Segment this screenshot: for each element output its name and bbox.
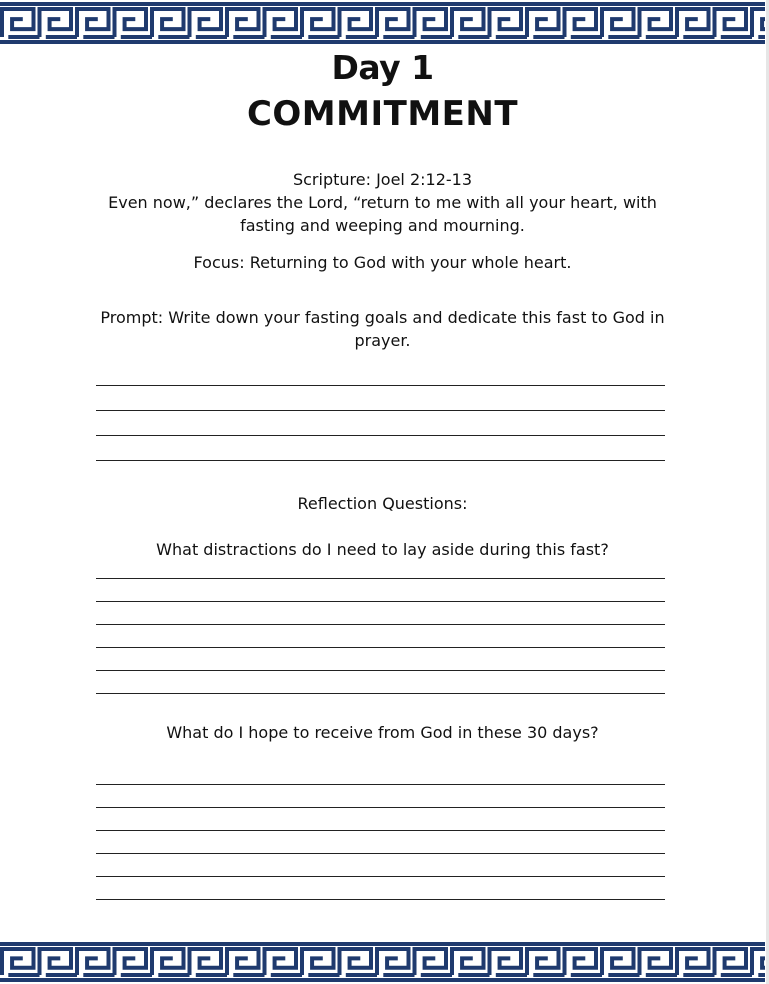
greek-key-segment (752, 9, 765, 37)
prompt-text: Prompt: Write down your fasting goals and dedicate this fast to God in prayer. (100, 308, 665, 350)
writing-line[interactable] (96, 601, 665, 602)
scripture-section (85, 168, 680, 237)
writing-line[interactable] (96, 647, 665, 648)
reflection-heading: Reflection Questions: (297, 494, 468, 513)
greek-key-segment (415, 9, 453, 37)
scripture-verse: Even now,” declares the Lord, “return to me with all your heart, with fasting and weeping and mourning. (108, 193, 657, 235)
greek-key-segment (77, 9, 115, 37)
greek-key-segment (565, 949, 603, 975)
writing-line[interactable] (96, 460, 665, 461)
greek-key-segment (40, 949, 78, 975)
greek-key-segment (677, 9, 715, 37)
greek-key-segment (152, 9, 190, 37)
greek-key-segment (152, 949, 190, 975)
greek-key-segment (115, 949, 153, 975)
greek-key-segment (490, 949, 528, 975)
greek-key-pattern-icon (0, 940, 765, 984)
greek-key-segment (527, 949, 565, 975)
greek-key-segment (77, 949, 115, 975)
writing-line[interactable] (96, 693, 665, 694)
greek-key-segment (265, 9, 303, 37)
writing-line[interactable] (96, 807, 665, 808)
writing-line[interactable] (96, 578, 665, 579)
greek-key-segment (115, 9, 153, 37)
writing-line[interactable] (96, 385, 665, 386)
greek-key-segment (715, 9, 753, 37)
day-title: Day 1 (331, 48, 434, 87)
writing-line[interactable] (96, 670, 665, 671)
greek-key-segment (190, 949, 228, 975)
greek-key-segment (640, 9, 678, 37)
greek-key-segment (302, 9, 340, 37)
greek-key-segment (602, 9, 640, 37)
greek-key-segment (415, 949, 453, 975)
bottom-greek-key-border (0, 940, 765, 984)
writing-line[interactable] (96, 624, 665, 625)
writing-line[interactable] (96, 784, 665, 785)
scripture-reference: Scripture: Joel 2:12-13 (292, 170, 473, 189)
greek-key-segment (527, 9, 565, 37)
reflection-question-1: What distractions do I need to lay aside during this fast? (156, 540, 609, 559)
focus-text: Focus: Returning to God with your whole heart. (193, 253, 572, 272)
greek-key-segment (715, 949, 753, 975)
greek-key-segment (2, 9, 40, 37)
writing-line[interactable] (96, 830, 665, 831)
greek-key-segment (490, 9, 528, 37)
greek-key-segment (377, 9, 415, 37)
greek-key-segment (265, 949, 303, 975)
greek-key-segment (752, 949, 765, 975)
greek-key-segment (377, 949, 415, 975)
greek-key-segment (602, 949, 640, 975)
greek-key-segment (302, 949, 340, 975)
greek-key-segment (340, 949, 378, 975)
greek-key-segment (227, 9, 265, 37)
greek-key-segment (190, 9, 228, 37)
page-title: COMMITMENT (246, 94, 519, 134)
greek-key-segment (2, 949, 40, 975)
greek-key-segment (677, 949, 715, 975)
greek-key-segment (227, 949, 265, 975)
writing-line[interactable] (96, 899, 665, 900)
greek-key-pattern-icon (0, 0, 765, 46)
reflection-question-2: What do I hope to receive from God in these 30 days? (166, 723, 599, 742)
greek-key-segment (340, 9, 378, 37)
writing-line[interactable] (96, 410, 665, 411)
top-greek-key-border (0, 0, 765, 46)
greek-key-segment (452, 949, 490, 975)
writing-line[interactable] (96, 876, 665, 877)
greek-key-segment (40, 9, 78, 37)
writing-line[interactable] (96, 435, 665, 436)
writing-line[interactable] (96, 853, 665, 854)
greek-key-segment (565, 9, 603, 37)
greek-key-segment (640, 949, 678, 975)
greek-key-segment (452, 9, 490, 37)
